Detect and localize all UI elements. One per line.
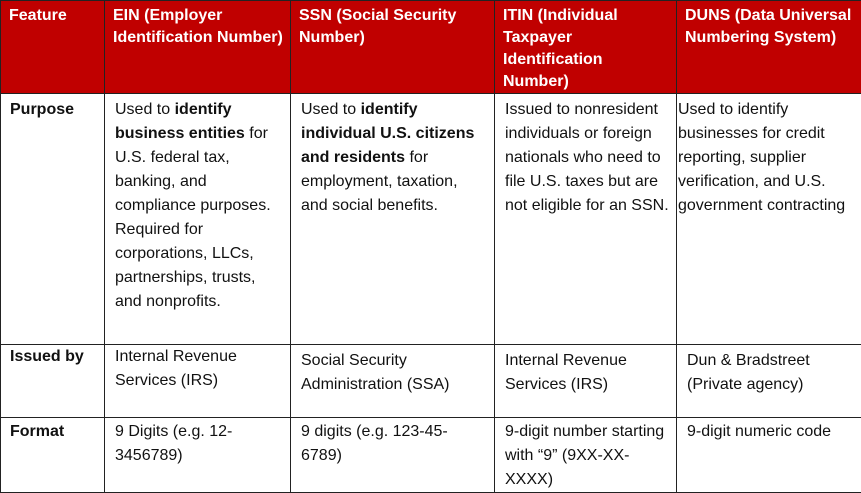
cell-format-ein: 9 Digits (e.g. 12-3456789) — [105, 418, 291, 493]
text-pre: Used to — [301, 101, 361, 118]
text-post: for employment, taxation, and social benefits. — [301, 149, 458, 214]
cell-format-itin: 9-digit number starting with “9” (9XX-XX-XXXX) — [495, 418, 677, 493]
header-itin: ITIN (Individual Taxpayer Identification Number) — [495, 1, 677, 94]
header-ssn: SSN (Social Security Number) — [291, 1, 495, 94]
header-feature: Feature — [1, 1, 105, 94]
row-issued-by — [1, 345, 861, 418]
row-label-format: Format — [1, 418, 105, 493]
text-post: for U.S. federal tax, banking, and compliance purposes. Required for corporations, LLCs, partnerships, trusts, and nonprofits. — [115, 125, 271, 310]
row-format — [1, 418, 861, 493]
cell-purpose-ssn — [291, 94, 495, 345]
text-pre: Used to — [115, 101, 175, 118]
header-ein: EIN (Employer Identification Number) — [105, 1, 291, 94]
text-emphasis: identify business entities — [115, 101, 245, 142]
row-purpose — [1, 94, 861, 345]
text-emphasis: identify individual U.S. citizens and residents — [301, 101, 474, 166]
cell-issued-ein: Internal Revenue Services (IRS) — [105, 345, 291, 418]
cell-issued-itin: Internal Revenue Services (IRS) — [495, 345, 677, 418]
cell-issued-duns: Dun & Bradstreet (Private agency) — [677, 345, 861, 418]
cell-issued-ssn: Social Security Administration (SSA) — [291, 345, 495, 418]
cell-purpose-itin: Issued to nonresident individuals or foreign nationals who need to file U.S. taxes but are not eligible for an SSN. — [495, 94, 677, 345]
cell-format-ssn: 9 digits (e.g. 123-45-6789) — [291, 418, 495, 493]
cell-purpose-duns: Used to identify businesses for credit reporting, supplier verification, and U.S. government contracting — [677, 94, 861, 345]
header-duns: DUNS (Data Universal Numbering System) — [677, 1, 861, 94]
cell-purpose-ein — [105, 94, 291, 345]
row-label-issued-by: Issued by — [1, 345, 105, 418]
cell-format-duns: 9-digit numeric code — [677, 418, 861, 493]
header-row — [1, 1, 861, 94]
row-label-purpose: Purpose — [1, 94, 105, 345]
